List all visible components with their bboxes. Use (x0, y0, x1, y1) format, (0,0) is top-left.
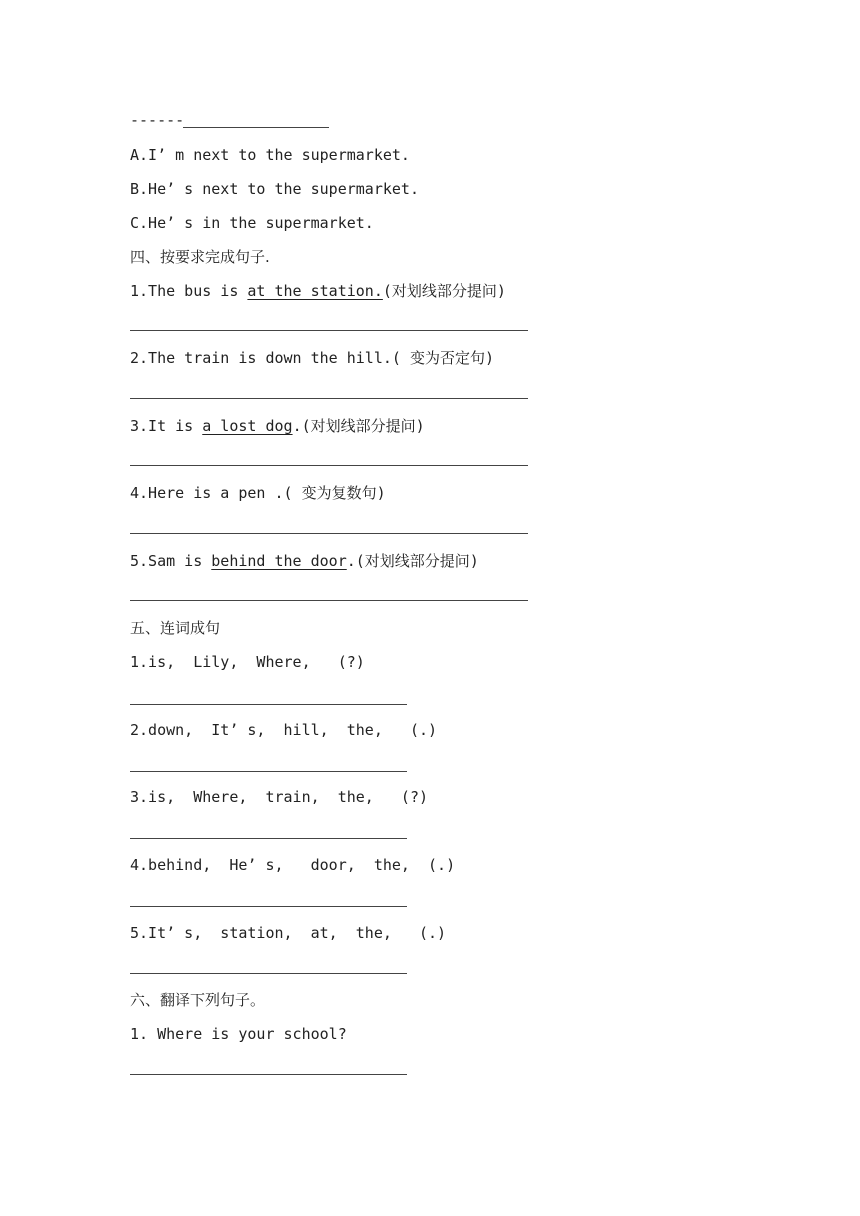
option-c: C.He’ s in the supermarket. (130, 214, 374, 232)
answer-blank-line (183, 127, 329, 128)
answer-line (130, 600, 528, 601)
section4-title: 四、按要求完成句子. (130, 248, 270, 266)
section4-item-5: 5.Sam is behind the door.(对划线部分提问) (130, 552, 479, 570)
answer-line (130, 398, 528, 399)
section4-item-2: 2.The train is down the hill.( 变为否定句) (130, 349, 494, 367)
underlined-phrase: a lost dog (202, 417, 293, 435)
answer-line (130, 973, 407, 974)
section4-item-1: 1.The bus is at the station.(对划线部分提问) (130, 282, 506, 300)
section5-title: 五、连词成句 (130, 619, 221, 637)
answer-line (130, 1074, 407, 1075)
answer-line (130, 465, 528, 466)
answer-line (130, 533, 528, 534)
section5-item-1: 1.is, Lily, Where, (?) (130, 653, 365, 671)
section6-title: 六、翻译下列句子。 (130, 991, 266, 1009)
section6-item-1: 1. Where is your school? (130, 1025, 347, 1043)
answer-line (130, 330, 528, 331)
underlined-phrase: at the station. (247, 282, 383, 300)
answer-line (130, 704, 407, 705)
section4-item-3: 3.It is a lost dog.(对划线部分提问) (130, 417, 425, 435)
answer-line (130, 906, 407, 907)
underlined-phrase: behind the door (211, 552, 347, 570)
answer-line (130, 771, 407, 772)
section5-item-3: 3.is, Where, train, the, (?) (130, 788, 429, 806)
answer-dashes: ------ (130, 111, 185, 129)
option-b: B.He’ s next to the supermarket. (130, 180, 419, 198)
answer-line (130, 838, 407, 839)
section5-item-2: 2.down, It’ s, hill, the, (.) (130, 721, 438, 739)
section5-item-5: 5.It’ s, station, at, the, (.) (130, 924, 447, 942)
section5-item-4: 4.behind, He’ s, door, the, (.) (130, 856, 456, 874)
option-a: A.I’ m next to the supermarket. (130, 146, 410, 164)
section4-item-4: 4.Here is a pen .( 变为复数句) (130, 484, 386, 502)
